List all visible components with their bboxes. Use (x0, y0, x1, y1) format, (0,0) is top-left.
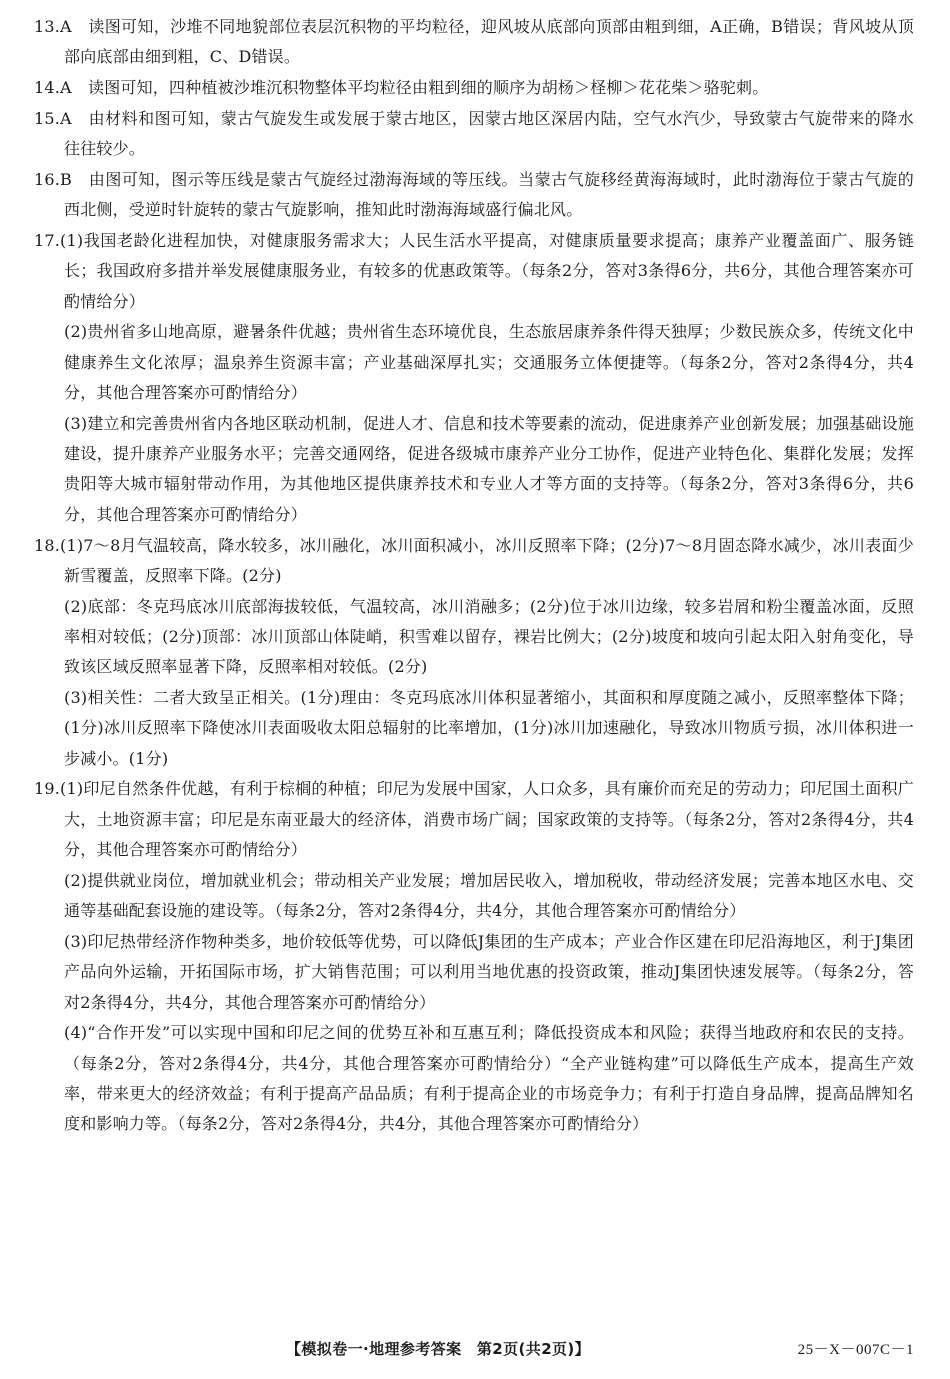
answer-text: (1)我国老龄化进程加快，对健康服务需求大；人民生活水平提高，对健康质量要求提高；康养产业覆盖面广、服务链长；我国政府多措并举发展健康服务业，有较多的优惠政策等。（每条2分，答对3条得6分，共6分，其他合理答案亦可酌情给分） (60, 231, 914, 311)
answer-text: B 由图可知，图示等压线是蒙古气旋经过渤海海域的等压线。当蒙古气旋移经黄海海域时，此时渤海位于蒙古气旋的西北侧，受逆时针旋转的蒙古气旋影响，推知此时渤海海域盛行偏北风。 (60, 169, 914, 220)
answer-19-part-4: (4)“合作开发”可以实现中国和印尼之间的优势互补和互惠互利；降低投资成本和风险；获得当地政府和农民的支持。（每条2分，答对2条得4分，共4分，其他合理答案亦可酌情给分）“全产业链构建”可以降低生产成本，提高生产效率，带来更大的经济效益；有利于提高产品品质；有利于提高企业的市场竞争力；有利于打造自身品牌，提高品牌知名度和影响力等。（每条2分，答对2条得4分，共4分，其他合理答案亦可酌情给分） (64, 1023, 914, 1134)
answer-14 (34, 73, 914, 103)
answer-text: A 由材料和图可知，蒙古气旋发生或发展于蒙古地区，因蒙古地区深居内陆，空气水汽少，导致蒙古气旋带来的降水往往较少。 (60, 108, 914, 159)
answer-text: (1)7～8月气温较高，降水较多，冰川融化，冰川面积减小，冰川反照率下降；(2分)7～8月固态降水减少，冰川表面少新雪覆盖，反照率下降。(2分) (60, 535, 914, 585)
footer-code: 25－X－007C－1 (797, 1342, 914, 1358)
answer-16 (34, 165, 914, 226)
answer-19-part-2: (2)提供就业岗位，增加就业机会；带动相关产业发展；增加居民收入，增加税收，带动经济发展；完善本地区水电、交通等基础配套设施的建设等。（每条2分，答对2条得4分，共4分，其他合理答案亦可酌情给分） (64, 870, 914, 921)
answer-text: A 读图可知，四种植被沙堆沉积物整体平均粒径由粗到细的顺序为胡杨＞柽柳＞花花柴＞骆驼刺。 (60, 78, 769, 98)
answer-18-part-2: (2)底部：冬克玛底冰川底部海拔较低，气温较高，冰川消融多；(2分)位于冰川边缘，较多岩屑和粉尘覆盖冰面，反照率相对较低；(2分)顶部：冰川顶部山体陡峭，积雪难以留存，裸岩比例大；(2分)坡度和坡向引起太阳入射角变化，导致该区域反照率显著下降，反照率相对较低。(2分) (64, 596, 914, 677)
answer-17-part-2: (2)贵州省多山地高原，避暑条件优越；贵州省生态环境优良，生态旅居康养条件得天独厚；少数民族众多，传统文化中健康养生文化浓厚；温泉养生资源丰富；产业基础深厚扎实；交通服务立体便捷等。（每条2分，答对2条得4分，共4分，其他合理答案亦可酌情给分） (64, 322, 914, 403)
answer-18-part-1 (34, 531, 914, 592)
question-number: 13. (34, 17, 61, 36)
answer-18-part-3: (3)相关性：二者大致呈正相关。(1分)理由：冬克玛底冰川体积显著缩小，其面积和厚度随之减小，反照率整体下降；(1分)冰川反照率下降使冰川表面吸收太阳总辐射的比率增加，(1分)冰川加速融化，导致冰川物质亏损，冰川体积进一步减小。(1分) (64, 688, 914, 768)
answer-text: A 读图可知，沙堆不同地貌部位表层沉积物的平均粒径，迎风坡从底部向顶部由粗到细，A正确，B错误；背风坡从顶部向底部由细到粗，C、D错误。 (60, 17, 914, 67)
answer-19-part-3: (3)印尼热带经济作物种类多，地价较低等优势，可以降低J集团的生产成本；产业合作区建在印尼沿海地区，利于J集团产品向外运输，开拓国际市场，扩大销售范围；可以利用当地优惠的投资政策，推动J集团快速发展等。（每条2分，答对2条得4分，共4分，其他合理答案亦可酌情给分） (64, 931, 914, 1012)
answer-text: (1)印尼自然条件优越，有利于棕榈的种植；印尼为发展中国家，人口众多，具有廉价而充足的劳动力；印尼国土面积广大，土地资源丰富；印尼是东南亚最大的经济体，消费市场广阔；国家政策的支持等。（每条2分，答对2条得4分，共4分，其他合理答案亦可酌情给分） (60, 779, 914, 860)
question-number: 17. (34, 231, 61, 251)
answer-17-part-1 (34, 226, 914, 317)
page-footer (0, 1338, 950, 1362)
answer-15 (34, 104, 914, 165)
answer-content (34, 12, 914, 1140)
answer-17-part-3: (3)建立和完善贵州省内各地区联动机制，促进人才、信息和技术等要素的流动，促进康养产业创新发展；加强基础设施建设，提升康养产业服务水平；完善交通网络，促进各级城市康养产业分工协作，促进产业特色化、集群化发展；发挥贵阳等大城市辐射带动作用，为其他地区提供康养技术和专业人才等方面的支持等。（每条2分，答对3条得6分，共6分，其他合理答案亦可酌情给分） (64, 413, 914, 524)
question-number: 18. (34, 535, 61, 555)
question-number: 19. (34, 779, 61, 799)
question-number: 14. (34, 78, 61, 98)
question-number: 16. (34, 169, 61, 189)
answer-19-part-1 (34, 774, 914, 865)
footer-title: 【模拟卷一·地理参考答案 第2页(共2页)】 (286, 1340, 591, 1358)
question-number: 15. (34, 108, 61, 128)
answer-13 (34, 12, 914, 73)
